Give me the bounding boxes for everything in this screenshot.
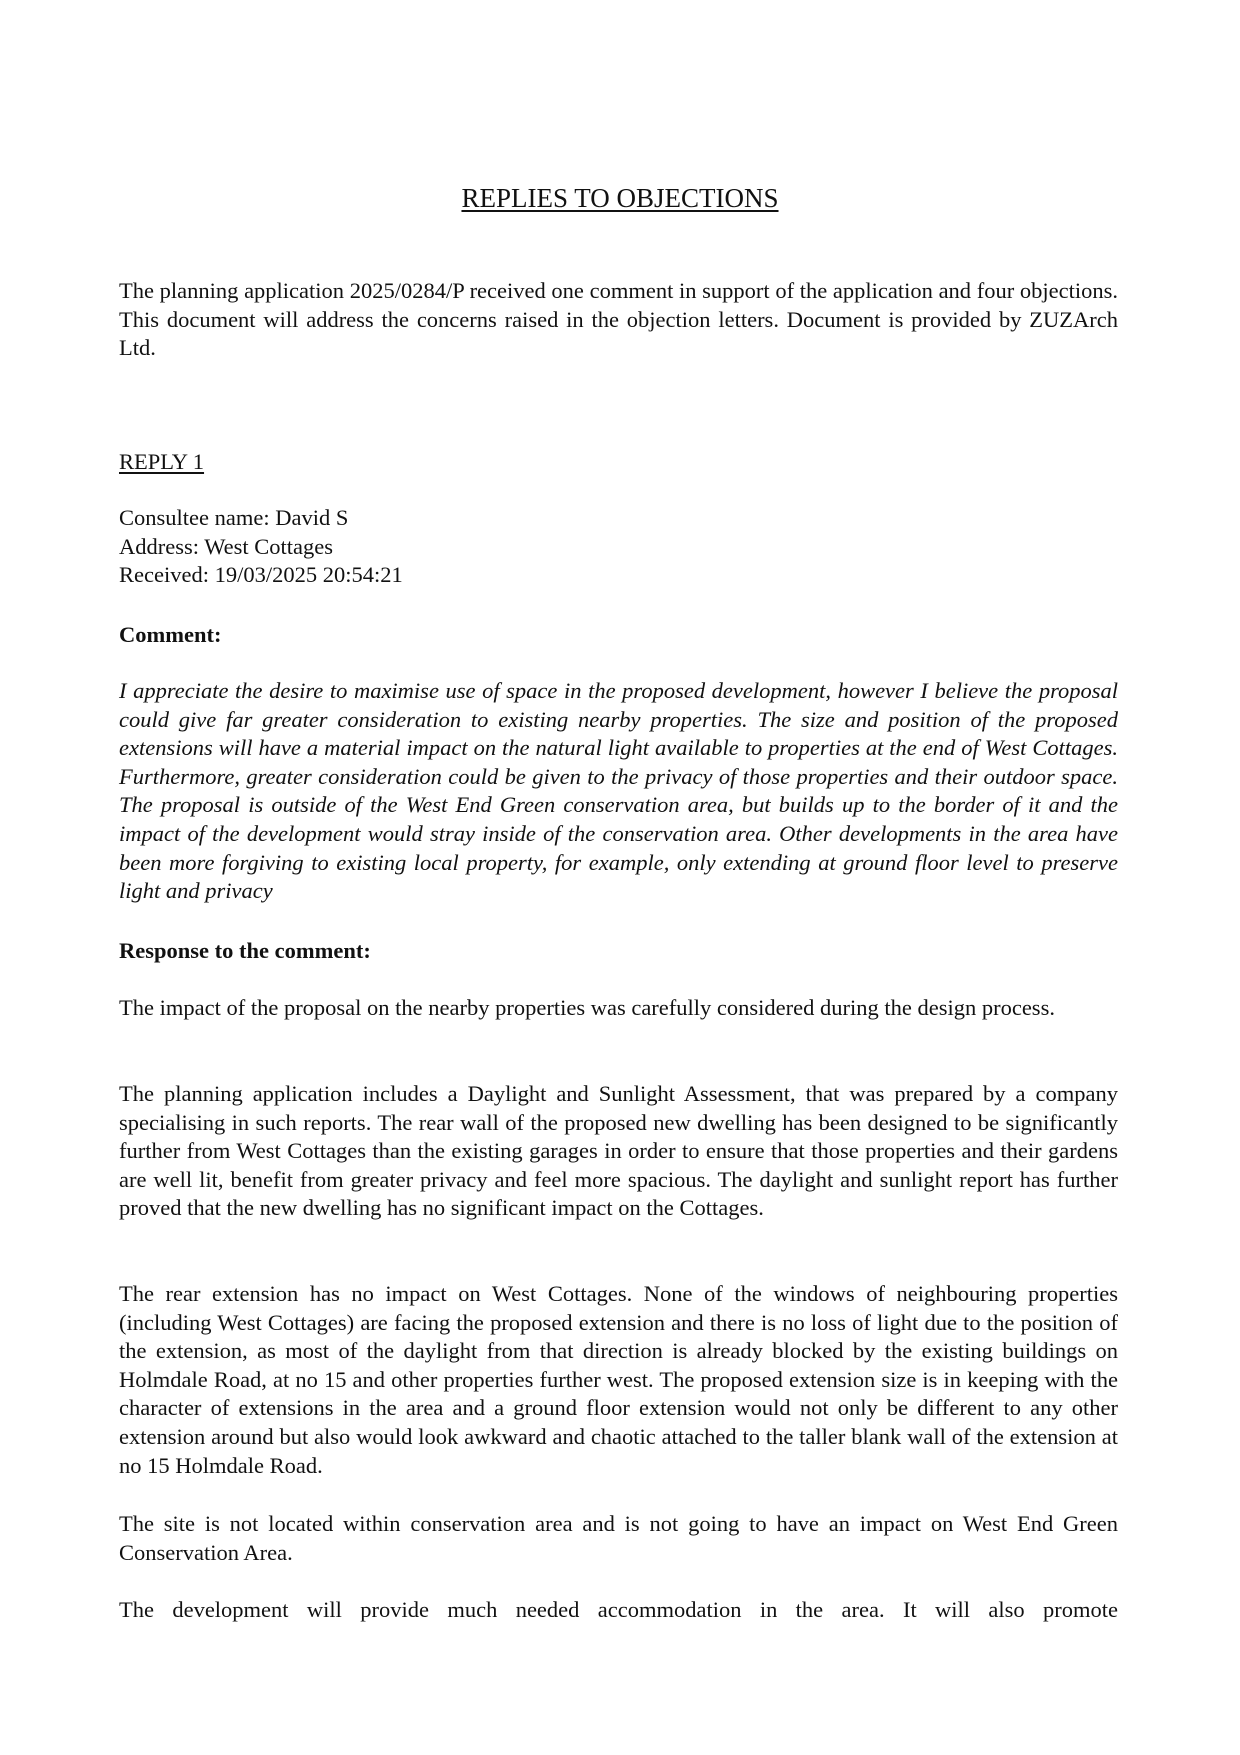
received-date: Received: 19/03/2025 20:54:21 (119, 562, 403, 588)
response-label: Response to the comment: (119, 938, 371, 963)
response-paragraph: The planning application includes a Daylight and Sunlight Assessment, that was prepared by a company specialising in such reports. The rear wall of the proposed new dwelling has been designed to be significantly further from West Cottages than the existing garages in order to ensure that those properties and their gardens are well lit, benefit from greater privacy and feel more spacious. The daylight and sunlight report has further proved that the new dwelling has no significant impact on the Cottages. (119, 1081, 1118, 1221)
intro-paragraph: The planning application 2025/0284/P received one comment in support of the application and four objections. This document will address the concerns raised in the objection letters. Document is provided by ZUZArch Ltd. (119, 278, 1118, 361)
consultee-address: Address: West Cottages (119, 533, 334, 559)
response-paragraph: The site is not located within conservation area and is not going to have an impact on West End Green Conservation Area. (119, 1511, 1118, 1565)
page-title-text: REPLIES TO OBJECTIONS (461, 183, 779, 213)
consultee-name: Consultee name: David S (119, 505, 349, 530)
response-paragraph: The impact of the proposal on the nearby properties was carefully considered during the design process. (119, 995, 1055, 1020)
reply-heading: REPLY 1 (119, 449, 205, 474)
response-paragraph: The rear extension has no impact on West Cottages. None of the windows of neighbouring properties (including West Cottages) are facing the proposed extension and there is no loss of light due to the position of the extension, as most of the daylight from that direction is already blocked by the existing buildings on Holmdale Road, at no 15 and other properties further west. The proposed extension size is in keeping with the character of extensions in the area and a ground floor extension would not only be different to any other extension around but also would look awkward and chaotic attached to the taller blank wall of the extension at no 15 Holmdale Road. (119, 1281, 1118, 1478)
comment-text: I appreciate the desire to maximise use of space in the proposed development, however I believe the proposal could give far greater consideration to existing nearby properties. The size and position of the proposed extensions will have a material impact on the natural light available to properties at the end of West Cottages. Furthermore, greater consideration could be given to the privacy of those properties and their outdoor space. The proposal is outside of the West End Green conservation area, but builds up to the border of it and the impact of the development would stray inside of the conservation area. Other developments in the area have been more forgiving to existing local property, for example, only extending at ground floor level to preserve light and privacy (119, 678, 1118, 904)
consultee-details (119, 504, 1118, 590)
response-paragraph: The development will provide much needed accommodation in the area. It will also promote (119, 1597, 1118, 1622)
comment-label: Comment: (119, 622, 222, 647)
page-title (0, 182, 1240, 214)
